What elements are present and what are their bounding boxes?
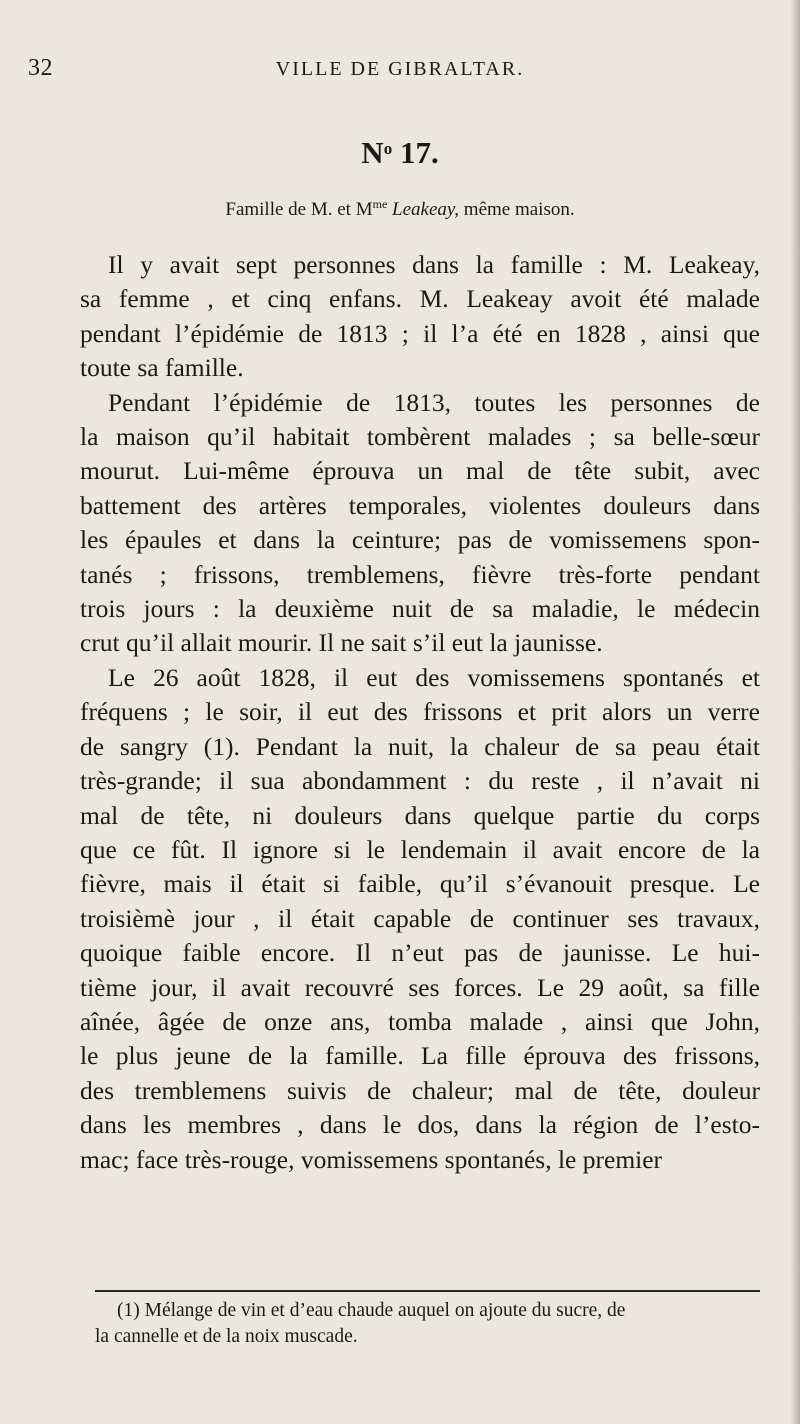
text-line: dans les membres , dans le dos, dans la région de l’esto- [80, 1110, 760, 1140]
text-line: toute sa famille. [80, 353, 244, 383]
section-subtitle [0, 197, 800, 221]
text-line: mal de tête, ni douleurs dans quelque partie du corps [80, 800, 760, 830]
running-head: VILLE DE GIBRALTAR. [275, 58, 525, 80]
footnote-line: (1) Mélange de vin et d’eau chaude auquel on ajoute du sucre, de [117, 1300, 626, 1321]
text-line: que ce fût. Il ignore si le lendemain il avait encore de la [80, 834, 760, 864]
text-line: tième jour, il avait recouvré ses forces. Le 29 août, sa fille [80, 972, 760, 1002]
text-line: des tremblemens suivis de chaleur; mal de tête, douleur [80, 1075, 760, 1105]
paragraph [80, 386, 760, 661]
text-line: trois jours : la deuxième nuit de sa maladie, le médecin [80, 594, 760, 624]
subtitle-family-name: Leakeay, [392, 199, 460, 220]
text-line: tanés ; frissons, tremblemens, fièvre très-forte pendant [80, 559, 760, 589]
text-line: Il y avait sept personnes dans la famille : M. Leakeay, [108, 250, 760, 279]
text-line: aînée, âgée de onze ans, tomba malade , ainsi que John, [80, 1006, 760, 1036]
text-line: très-grande; il sua abondamment : du reste , il n’avait ni [80, 766, 760, 796]
text-line: fièvre, mais il était si faible, qu’il s’évanouit presque. Le [80, 869, 760, 899]
text-line: la maison qu’il habitait tombèrent malades ; sa belle-sœur [80, 422, 760, 452]
footnote-line: la cannelle et de la noix muscade. [95, 1326, 358, 1347]
section-number [0, 135, 800, 171]
text-line: les épaules et dans la ceinture; pas de vomissemens spon- [80, 525, 760, 555]
body-text [80, 248, 760, 1177]
text-line: mac; face très-rouge, vomissemens spontanés, le premier [80, 1144, 663, 1174]
footnote-rule [95, 1290, 760, 1292]
section-number-value: 17. [392, 135, 439, 170]
text-line: battement des artères temporales, violentes douleurs dans [80, 490, 760, 520]
subtitle-tail: même maison. [459, 199, 575, 220]
text-line: Pendant l’épidémie de 1813, toutes les personnes de [108, 387, 760, 417]
text-line: troisièmè jour , il était capable de continuer ses travaux, [80, 903, 760, 933]
subtitle-text: Famille de M. et M [225, 199, 373, 220]
text-line: quoique faible encore. Il n’eut pas de jaunisse. Le hui- [80, 938, 760, 968]
text-line: fréquens ; le soir, il eut des frissons et prit alors un verre [80, 697, 760, 727]
section-number-prefix: N [361, 135, 384, 170]
text-line: sa femme , et cinq enfans. M. Leakeay avoit été malade [80, 284, 760, 314]
text-line: pendant l’épidémie de 1813 ; il l’a été en 1828 , ainsi que [80, 318, 760, 348]
text-line: le plus jeune de la famille. La fille éprouva des frissons, [80, 1041, 760, 1071]
text-line: mourut. Lui-même éprouva un mal de tête subit, avec [80, 456, 760, 486]
subtitle-sup: me [372, 197, 388, 211]
text-line: Le 26 août 1828, il eut des vomissemens spontanés et [108, 662, 760, 692]
section-number-sup: o [383, 139, 393, 158]
paragraph [80, 248, 760, 386]
text-line: de sangry (1). Pendant la nuit, la chaleur de sa peau était [80, 731, 760, 761]
page-number: 32 [28, 55, 53, 81]
paragraph [80, 661, 760, 1177]
footnote [95, 1298, 760, 1350]
text-line: crut qu’il allait mourir. Il ne sait s’il eut la jaunisse. [80, 628, 603, 658]
